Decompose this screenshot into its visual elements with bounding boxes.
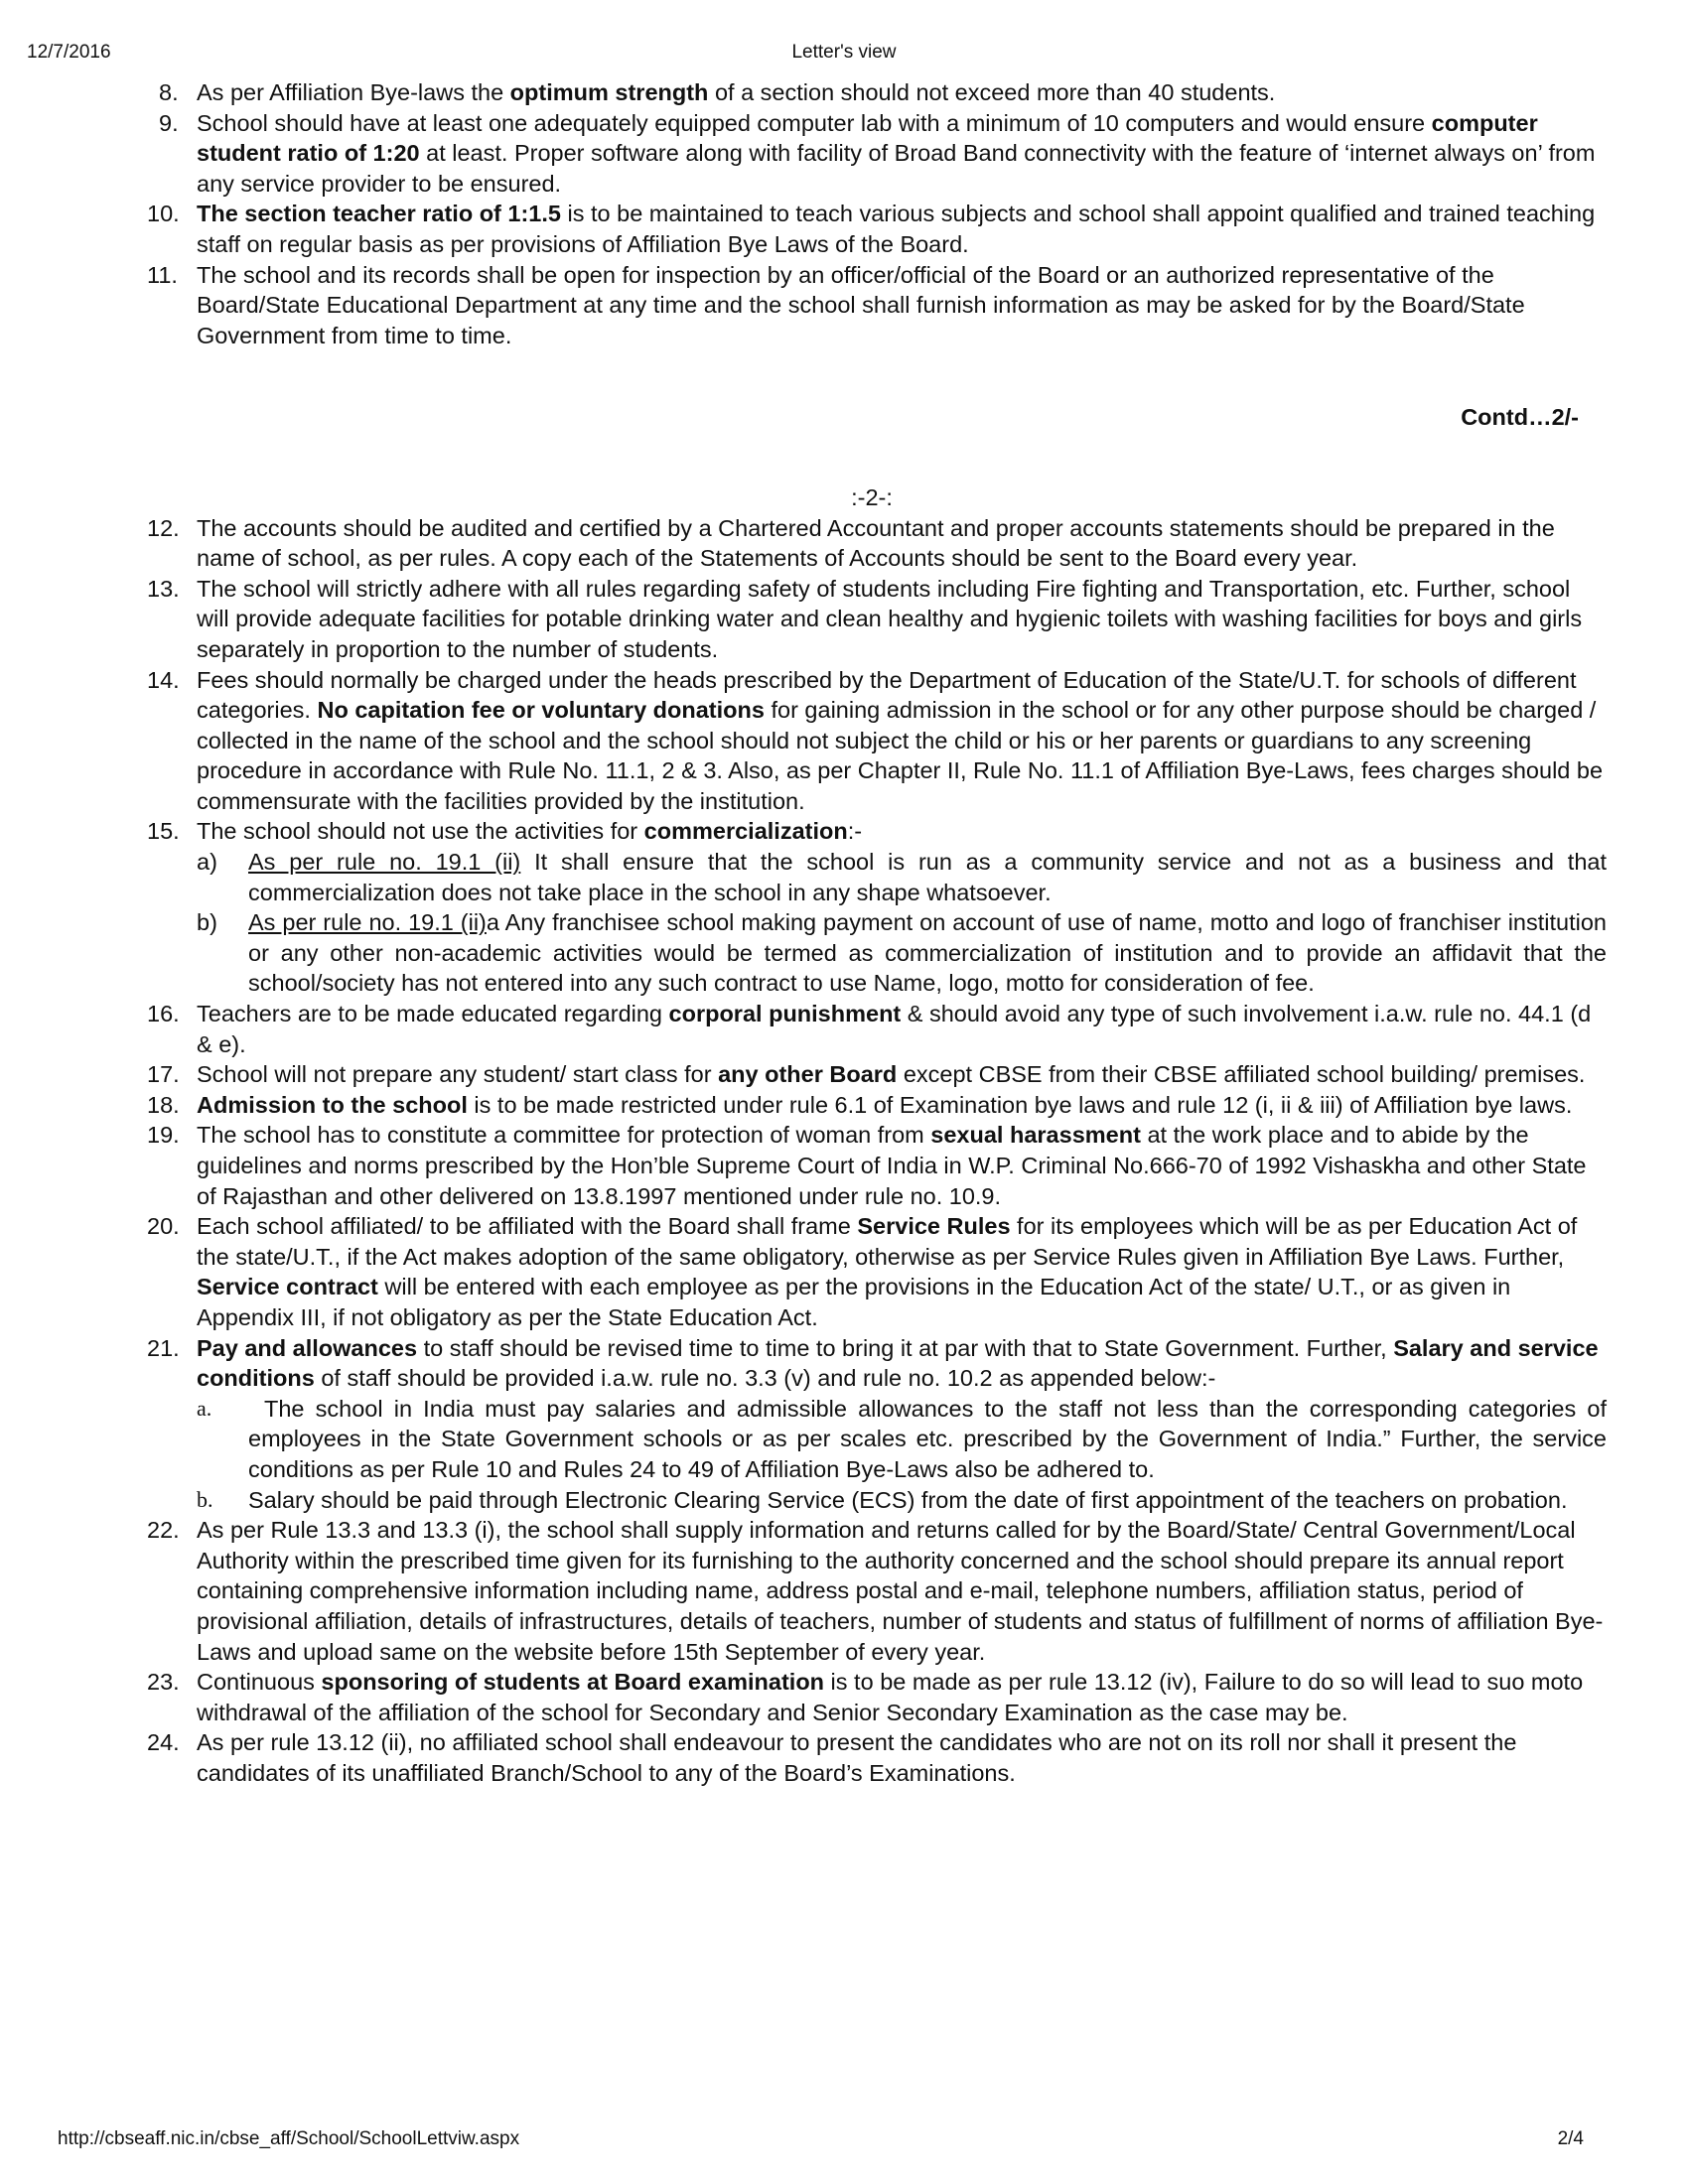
source-url: http://cbseaff.nic.in/cbse_aff/School/SchoolLettviw.aspx: [58, 2128, 520, 2149]
list-item-24: [147, 1727, 1607, 1788]
item-text: The accounts should be audited and certified by a Chartered Accountant and proper accounts statements should be prepared in the name of school, as per rules. A copy each of the Statements of Accounts should be sent to the Board every year.: [197, 514, 1555, 572]
item-text: of staff should be provided i.a.w. rule no. 3.3 (v) and rule no. 10.2 as appended below:-: [314, 1365, 1216, 1392]
item-number: 21.: [147, 1334, 180, 1361]
item-text: The school has to constitute a committee for protection of woman from: [197, 1122, 931, 1149]
item-emphasis: sexual harassment: [930, 1122, 1141, 1149]
item-text: Teachers are to be made educated regarding: [197, 1001, 669, 1027]
item-emphasis: commercialization: [643, 818, 848, 845]
page-title: Letter's view: [791, 42, 897, 63]
list-item-9: [147, 108, 1607, 200]
list-item-19: [147, 1120, 1607, 1211]
item-emphasis: Admission to the school: [197, 1091, 468, 1118]
item-number: 17.: [147, 1061, 180, 1088]
list-item-23: [147, 1667, 1607, 1727]
list-item-21: [147, 1333, 1607, 1394]
item-text: Salary should be paid through Electronic Clearing Service (ECS) from the date of first appointment of the teachers on probation.: [248, 1486, 1568, 1513]
item-text: As per Affiliation Bye-laws the: [197, 79, 510, 105]
item-text: As per Rule 13.3 and 13.3 (i), the school shall supply information and returns called for by the Board/State/ Central Government/Local Authority within the prescribed time given for its furnishing to the authority concerned and the school should prepare its annual report containing comprehensive information including name, address postal and e-mail, telephone numbers, affiliation status, period of provisional affiliation, details of infrastructures, details of teachers, number of students and status of fulfillment of norms of affiliation Bye-Laws and upload same on the website before 15th September of every year.: [197, 1517, 1604, 1665]
item-text: As per rule 13.12 (ii), no affiliated school shall endeavour to present the candidates who are not on its roll nor shall it present the candidates of its unaffiliated Branch/School to any of the Board’s Examinations.: [197, 1729, 1517, 1786]
sub-item-15a: [147, 847, 1607, 907]
page-counter: 2/4: [1557, 2128, 1584, 2149]
rule-reference-suffix: a: [486, 909, 499, 936]
item-text: The school should not use the activities for: [197, 818, 644, 845]
sub-item-label: a.: [197, 1395, 212, 1421]
item-text: at the work place and to abide by the guidelines and norms prescribed by the Hon’ble Supreme Court of India in W.P. Criminal No.666-70 of 1992 Vishaskha and other State of Rajasthan and other delivered on 13.8.1997 mentioned under rule no. 10.9.: [197, 1122, 1587, 1209]
item-emphasis: No capitation fee or voluntary donations: [317, 697, 765, 724]
item-text: for its employees which will be as per Education Act of the state/U.T., if the Act makes adoption of the same obligatory, otherwise as per Service Rules given in Affiliation Bye Laws. Further,: [197, 1213, 1578, 1270]
item-number: 24.: [147, 1729, 180, 1756]
sub-item-21b: [147, 1485, 1607, 1516]
item-text: Continuous: [197, 1669, 322, 1696]
item-text: to staff should be revised time to time to bring it at par with that to State Government. Further,: [417, 1334, 1394, 1361]
item-text: Each school affiliated/ to be affiliated with the Board shall frame: [197, 1213, 858, 1240]
item-emphasis: any other Board: [718, 1061, 898, 1088]
item-text: School should have at least one adequately equipped computer lab with a minimum of 10 computers and would ensure: [197, 109, 1432, 136]
item-number: 20.: [147, 1213, 180, 1240]
item-emphasis: sponsoring of students at Board examination: [321, 1669, 825, 1696]
item-emphasis: computer student ratio of 1:20: [197, 109, 1538, 167]
page-number-mark: :-2-:: [851, 483, 893, 510]
item-text: It shall ensure that the school is run as a community service and not as a business and that commercialization does not take place in the school in any shape whatsoever.: [248, 849, 1607, 905]
rule-reference: As per rule no. 19.1 (ii): [248, 909, 487, 936]
list-item-13: [147, 574, 1607, 665]
sub-item-21a: [147, 1394, 1607, 1485]
list-item-16: [147, 999, 1607, 1059]
rule-reference: As per rule no. 19.1 (ii): [248, 849, 521, 876]
list-item-11: [147, 260, 1607, 351]
item-text: Any franchisee school making payment on account of use of name, motto and logo of franchiser institution or any other non-academic activities would be termed as commercialization of institution and to provide an affidavit that the school/society has not entered into any such contract to use Name, logo, motto for consideration of fee.: [248, 909, 1607, 997]
sub-item-label: b.: [197, 1486, 213, 1512]
list-item-12: [147, 513, 1607, 574]
item-emphasis: The section teacher ratio of 1:1.5: [197, 201, 561, 227]
list-item-18: [147, 1090, 1607, 1121]
item-text: :-: [847, 818, 863, 845]
item-emphasis: Pay and allowances: [197, 1334, 418, 1361]
continued-marker: Contd…2/-: [1461, 404, 1579, 431]
item-number: 8.: [159, 79, 179, 105]
item-number: 12.: [147, 514, 180, 541]
list-item-15: [147, 816, 1607, 847]
item-text: except CBSE from their CBSE affiliated school building/ premises.: [897, 1061, 1586, 1088]
item-number: 11.: [147, 261, 178, 288]
list-item-8: [147, 77, 1607, 108]
item-text: & should avoid any type of such involvement i.a.w. rule no. 44.1 (d & e).: [197, 1001, 1592, 1057]
item-number: 15.: [147, 818, 180, 845]
item-emphasis: Service contract: [197, 1274, 378, 1300]
item-number: 14.: [147, 666, 180, 693]
item-text: Fees should normally be charged under the heads prescribed by the Department of Education of the State/U.T. for schools of different categories.: [197, 666, 1577, 724]
list-item-20: [147, 1211, 1607, 1332]
item-text: School will not prepare any student/ start class for: [197, 1061, 719, 1088]
list-item-10: [147, 199, 1607, 259]
item-text: The school will strictly adhere with all rules regarding safety of students including Fire fighting and Transportation, etc. Further, school will provide adequate facilities for potable drinking water and clean healthy and hygienic toilets with washing facilities for boys and girls separately in proportion to the number of students.: [197, 575, 1583, 662]
item-text: will be entered with each employee as per the provisions in the Education Act of the state/ U.T., or as given in Appendix III, if not obligatory as per the State Education Act.: [197, 1274, 1511, 1330]
letter-body: [147, 77, 1607, 1788]
item-text: at least. Proper software along with facility of Broad Band connectivity with the feature of ‘internet always on’ from any service provider to be ensured.: [197, 140, 1596, 197]
print-date: 12/7/2016: [27, 42, 111, 63]
list-item-22: [147, 1515, 1607, 1667]
item-emphasis: Service Rules: [857, 1213, 1011, 1240]
item-emphasis: corporal punishment: [668, 1001, 902, 1027]
item-number: 23.: [147, 1669, 180, 1696]
item-emphasis: optimum strength: [509, 79, 709, 105]
item-text: for gaining admission in the school or for any other purpose should be charged / collected in the name of the school and the school should not subject the child or his or her parents or guardians to any screening procedure in accordance with Rule No. 11.1, 2 & 3. Also, as per Chapter II, Rule No. 11.1 of Affiliation Bye-Laws, fees charges should be commensurate with the facilities provided by the institution.: [197, 697, 1604, 814]
item-number: 9.: [159, 109, 179, 136]
item-text: of a section should not exceed more than 40 students.: [708, 79, 1276, 105]
item-text: is to be made as per rule 13.12 (iv), Failure to do so will lead to suo moto withdrawal of the affiliation of the school for Secondary and Senior Secondary Examination as the case may be.: [197, 1669, 1584, 1725]
item-text: is to be made restricted under rule 6.1 of Examination bye laws and rule 12 (i, ii & iii) of Affiliation bye laws.: [467, 1091, 1573, 1118]
item-text: is to be maintained to teach various subjects and school shall appoint qualified and trained teaching staff on regular basis as per provisions of Affiliation Bye Laws of the Board.: [197, 201, 1596, 257]
list-item-14: [147, 665, 1607, 817]
item-text: The school and its records shall be open for inspection by an officer/official of the Board or an authorized representative of the Board/State Educational Department at any time and the school shall furnish information as may be asked for by the Board/State Government from time to time.: [197, 261, 1525, 348]
sub-item-label: a): [197, 849, 217, 876]
list-item-17: [147, 1059, 1607, 1090]
item-number: 13.: [147, 575, 180, 602]
item-text: The school in India must pay salaries and admissible allowances to the staff not less than the corresponding categories of employees in the State Government schools or as per scales etc. prescribed by the Government of India.” Further, the service conditions as per Rule 10 and Rules 24 to 49 of Affiliation Bye-Laws also be adhered to.: [248, 1395, 1607, 1482]
item-number: 18.: [147, 1091, 180, 1118]
item-number: 22.: [147, 1517, 180, 1544]
item-number: 16.: [147, 1001, 180, 1027]
item-number: 19.: [147, 1122, 180, 1149]
sub-item-15b: [147, 907, 1607, 999]
sub-item-label: b): [197, 909, 217, 936]
item-emphasis: Salary and service conditions: [197, 1334, 1599, 1392]
item-number: 10.: [147, 201, 180, 227]
